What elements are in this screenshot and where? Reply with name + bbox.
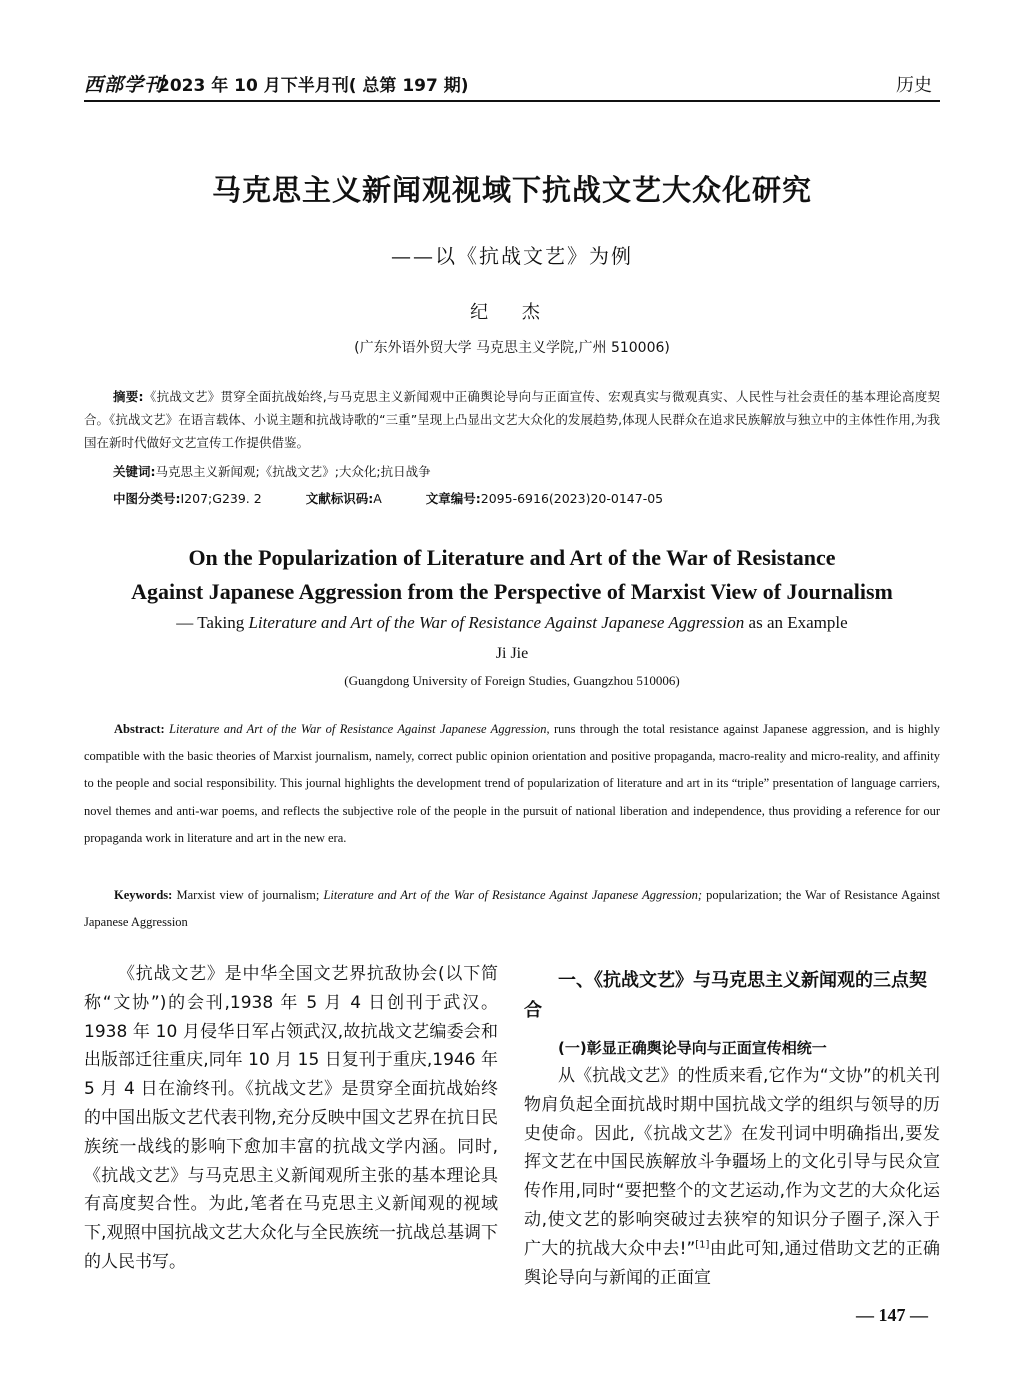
en-abstract <box>84 716 940 852</box>
subsection-heading: (一)彰显正确舆论导向与正面宣传相统一 <box>558 1039 827 1057</box>
body-right-text-b: 由此可知,通过借助文艺的正确舆论导向与新闻的正面宣 <box>524 1238 940 1288</box>
header-rule <box>84 100 940 102</box>
cn-abstract-label: 摘要: <box>113 389 144 404</box>
body-right-text-a: 从《抗战文艺》的性质来看,它作为“文协”的机关刊物肩负起全面抗战时期中国抗战文学的组织与领导的历史使命。因此,《抗战文艺》在发刊词中明确指出,要发挥文艺在中国民族解放斗争疆场上的文化引导与民众宣传作用,同时“要把整个的文艺运动,作为文艺的大众化运动,使文艺的影响突破过去狭窄的知识分子圈子,深入于广大的抗战大众中去!” <box>524 1066 940 1259</box>
clc-value: I207;G239. 2 <box>180 491 262 506</box>
cn-classification <box>84 487 940 510</box>
en-subtitle-prefix: — Taking <box>176 613 249 632</box>
issue-info: 2023 年 10 月下半月刊( 总第 197 期) <box>158 76 469 96</box>
cn-author: 纪 杰 <box>470 302 554 323</box>
body-left-paragraph: 《抗战文艺》是中华全国文艺界抗敌协会(以下简称“文协”)的会刊,1938 年 5 月 4 日创刊于武汉。1938 年 10 月侵华日军占领武汉,故抗战文艺编委会和出版部迁往重庆,同年 10 月 15 日复刊于重庆,1946 年 5 月 4 日在渝终刊。《抗战文艺》是贯穿全面抗战始终的中国出版文艺代表刊物,充分反映中国文艺界在抗日民族统一战线的影响下愈加丰富的抗战文学内涵。同时,《抗战文艺》与马克思主义新闻观所主张的基本理论具有高度契合性。为此,笔者在马克思主义新闻观的视域下,观照中国抗战文艺大众化与全民族统一抗战总基调下的人民书写。 <box>84 964 498 1272</box>
en-subtitle <box>84 613 940 633</box>
body-right-paragraph <box>524 1062 940 1292</box>
section-heading: 一、《抗战文艺》与马克思主义新闻观的三点契合 <box>524 970 927 1021</box>
article-no-label: 文章编号: <box>425 491 481 506</box>
en-author: Ji Jie <box>495 645 529 662</box>
en-abstract-italic: Literature and Art of the War of Resistance Against Japanese Aggression <box>169 722 547 736</box>
en-title-line1: On the Popularization of Literature and Art of the War of Resistance <box>188 545 836 570</box>
en-abstract-label: Abstract: <box>114 722 165 736</box>
en-keywords-part1: Marxist view of journalism; <box>176 888 324 902</box>
page-number: — 147 — <box>856 1305 928 1325</box>
doc-code-label: 文献标识码: <box>305 491 374 506</box>
cn-title: 马克思主义新闻观视域下抗战文艺大众化研究 <box>211 173 812 207</box>
cn-abstract-text: 《抗战文艺》贯穿全面抗战始终,与马克思主义新闻观中正确舆论导向与正面宣传、宏观真实与微观真实、人民性与社会责任的基本理论高度契合。《抗战文艺》在语言载体、小说主题和抗战诗歌的“三重”呈现上凸显出文艺大众化的发展趋势,体现人民群众在追求民族解放与独立中的主体性作用,为我国在新时代做好文艺宣传工作提供借鉴。 <box>84 389 940 450</box>
en-title-line2: Against Japanese Aggression from the Perspective of Marxist View of Journalism <box>131 579 893 604</box>
cn-affiliation: (广东外语外贸大学 马克思主义学院,广州 510006) <box>354 340 670 356</box>
en-abstract-text: , runs through the total resistance against Japanese aggression, and is highly compatible with the basic theories of Marxist journalism, namely, correct public opinion orientation and positive propaganda, macro-reality and micro-reality, and affinity to the people and social responsibility. This journal highlights the development trend of popularization of literature and art in its “triple” presentation of language carriers, novel themes and anti-war poems, and reflects the subjective role of the people in the pursuit of national liberation and independence, thus providing a reference for our propaganda work in literature and art in the new era. <box>84 722 940 845</box>
en-keywords-part2: popularization; the War of Resistance Against Japanese Aggression <box>84 888 941 930</box>
en-keywords-label: Keywords: <box>114 888 173 902</box>
clc-label: 中图分类号: <box>113 491 181 506</box>
cn-abstract <box>84 385 940 454</box>
en-subtitle-suffix: as an Example <box>744 613 848 632</box>
cn-keywords <box>84 460 940 483</box>
doc-code-value: A <box>373 491 382 506</box>
cn-keywords-label: 关键词: <box>113 464 156 479</box>
en-subtitle-italic: Literature and Art of the War of Resistance Against Japanese Aggression <box>248 613 745 632</box>
cn-keywords-text: 马克思主义新闻观;《抗战文艺》;大众化;抗日战争 <box>155 464 431 479</box>
section-label: 历史 <box>896 75 932 96</box>
cn-subtitle: ——以《抗战文艺》为例 <box>391 244 633 268</box>
article-no-value: 2095-6916(2023)20-0147-05 <box>480 491 664 506</box>
en-affiliation: (Guangdong University of Foreign Studies, Guangzhou 510006) <box>344 673 680 688</box>
citation-ref: [1] <box>695 1239 710 1251</box>
en-keywords-italic: Literature and Art of the War of Resistance Against Japanese Aggression; <box>323 888 703 902</box>
journal-logo: 西部学刊 <box>84 74 165 96</box>
en-keywords <box>84 882 940 936</box>
